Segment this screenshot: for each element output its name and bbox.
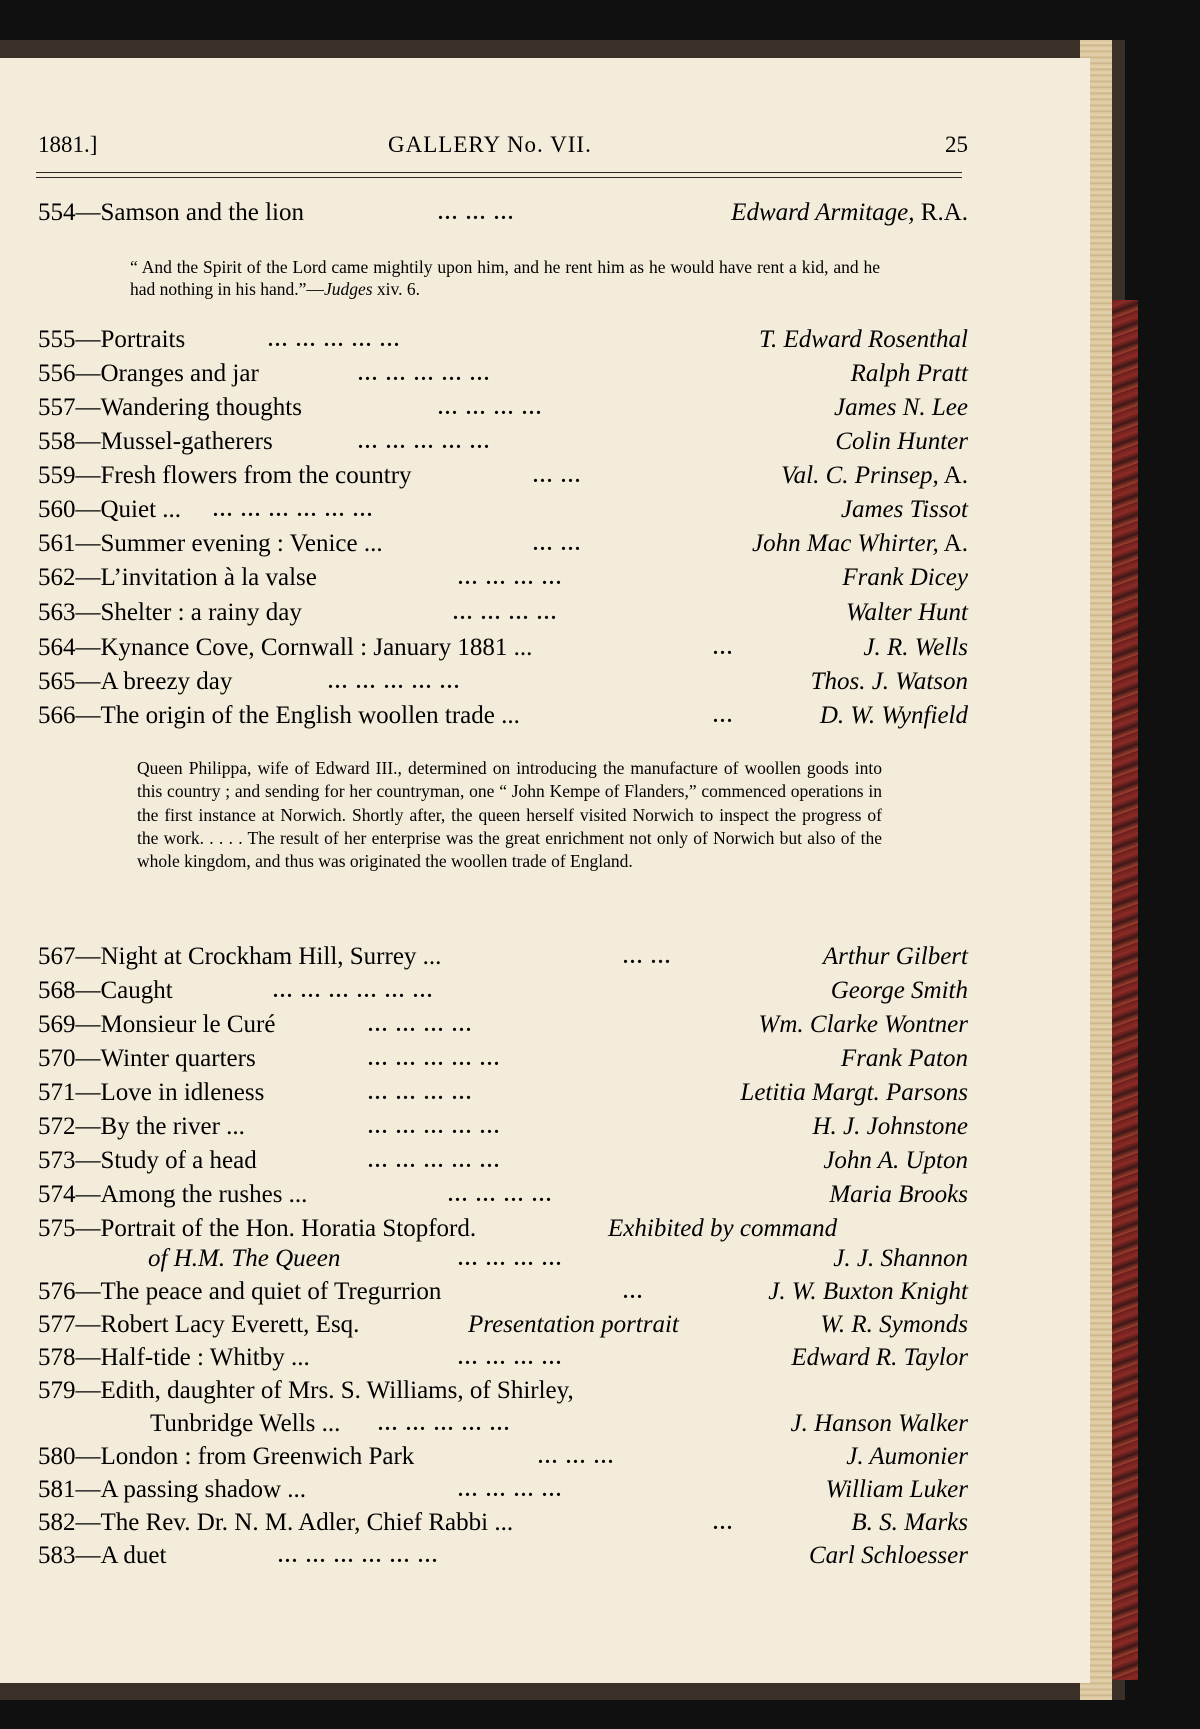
entry-artist: J. Hanson Walker (790, 1410, 968, 1437)
catalogue-entry (38, 941, 968, 973)
entry-number: 583 (38, 1542, 76, 1569)
entry-number: 566 (38, 702, 76, 729)
entry-artist: Walter Hunt (846, 599, 968, 626)
leader-dots: ... ... ... ... (458, 567, 563, 589)
entry-artist-wrap (731, 197, 968, 229)
catalogue-entry (38, 197, 968, 229)
entry-title: —A passing shadow ... (75, 1476, 307, 1503)
entry-number: 581 (38, 1476, 76, 1503)
entry-artist: J. J. Shannon (833, 1245, 968, 1272)
entry-number: 557 (38, 394, 76, 421)
entry-artist: Frank Dicey (842, 564, 968, 591)
catalogue-entry (38, 358, 968, 390)
entry-number: 577 (38, 1311, 76, 1338)
leader-dots: ... ... ... ... (458, 1347, 563, 1369)
entry-artist: James N. Lee (834, 394, 968, 421)
entry-number: 561 (38, 530, 76, 557)
entry-artist: Frank Paton (840, 1045, 968, 1072)
header-year: 1881.] (38, 132, 98, 157)
entry-number: 555 (38, 326, 76, 353)
leader-dots: ... ... (533, 533, 582, 555)
entry-quotation (130, 256, 880, 300)
entry-number: 554 (38, 199, 76, 226)
entry-title: —Study of a head (75, 1147, 257, 1174)
entry-artist: Carl Schloesser (808, 1542, 968, 1569)
entry-artist: Val. C. Prinsep, (781, 462, 939, 489)
entry-honour: A. (938, 462, 968, 489)
leader-dots: ... ... ... ... ... (358, 363, 491, 385)
entry-title: —Oranges and jar (75, 360, 259, 387)
entry-title-continued: Presentation portrait (468, 1311, 679, 1338)
entry-artist: Edward Armitage, (731, 199, 915, 226)
entry-title-continued: Exhibited by command (608, 1215, 838, 1242)
entry-artist: John Mac Whirter, (752, 530, 939, 557)
entry-artist-wrap (781, 460, 968, 492)
leader-dots: ... (623, 1281, 644, 1303)
catalogue-entry (38, 392, 968, 424)
entry-number: 556 (38, 360, 76, 387)
entry-artist-wrap (752, 528, 968, 560)
catalogue-entry (38, 1507, 968, 1539)
leader-dots: ... ... ... ... (453, 602, 558, 624)
entry-title: —The origin of the English woollen trade ... (75, 702, 520, 729)
header-rule-thin (36, 177, 962, 178)
entry-artist: Ralph Pratt (850, 360, 968, 387)
catalogue-entry (38, 426, 968, 458)
catalogue-entry (38, 1145, 968, 1177)
catalogue-entry-continuation (38, 1243, 968, 1275)
entry-title: —L’invitation à la valse (75, 564, 317, 591)
header-rule (36, 172, 962, 173)
entry-artist: Letitia Margt. Parsons (740, 1079, 968, 1106)
entry-honour: A. (938, 530, 968, 557)
entry-number: 571 (38, 1079, 76, 1106)
entry-number: 568 (38, 977, 76, 1004)
entry-number: 562 (38, 564, 76, 591)
catalogue-entry (38, 1111, 968, 1143)
entry-artist: J. W. Buxton Knight (768, 1278, 968, 1305)
entry-title: —Night at Crockham Hill, Surrey ... (75, 943, 442, 970)
leader-dots: ... ... ... (438, 202, 515, 224)
entry-artist: J. Aumonier (846, 1443, 968, 1470)
entry-number: 575 (38, 1215, 76, 1242)
entry-artist: Colin Hunter (835, 428, 968, 455)
entry-title: —Caught (75, 977, 173, 1004)
entry-note: Queen Philippa, wife of Edward III., determined on introducing the manufacture of woollen goods into this country ; and sending for her countryman, one “ John Kempe of Flanders,” commenced operations in the first instance at Norwich. Shortly after, the queen herself visited Norwich to inspect the progress of the work. . . . . The result of her enterprise was the great enrichment not only of Norwich but also of the whole kingdom, and thus was originated the woollen trade of England. (137, 758, 882, 872)
catalogue-entry-continuation (38, 1408, 968, 1440)
entry-number: 580 (38, 1443, 76, 1470)
entry-title: —A breezy day (75, 668, 233, 695)
catalogue-entry (38, 1276, 968, 1308)
entry-artist: D. W. Wynfield (819, 702, 968, 729)
entry-artist: George Smith (830, 977, 968, 1004)
entry-title: —Half-tide : Whitby ... (75, 1344, 310, 1371)
leader-dots: ... ... (623, 946, 672, 968)
entry-number: 564 (38, 634, 76, 661)
entry-number: 563 (38, 599, 76, 626)
entry-title: —Monsieur le Curé (75, 1011, 276, 1038)
entry-number: 573 (38, 1147, 76, 1174)
catalogue-entry (38, 1375, 968, 1407)
entry-number: 569 (38, 1011, 76, 1038)
leader-dots: ... ... (533, 465, 582, 487)
leader-dots: ... ... ... ... ... (378, 1413, 511, 1435)
page-number: 25 (945, 132, 968, 157)
entry-title: —Mussel-gatherers (75, 428, 273, 455)
leader-dots: ... ... ... ... ... ... (213, 499, 374, 521)
entry-title: —Robert Lacy Everett, Esq. (75, 1311, 360, 1338)
quotation-source: Judges (323, 279, 373, 299)
entry-artist: T. Edward Rosenthal (758, 326, 968, 353)
catalogue-entry (38, 1179, 968, 1211)
entry-artist: Maria Brooks (829, 1181, 968, 1208)
entry-title-continued: of H.M. The Queen (148, 1245, 341, 1272)
leader-dots: ... ... ... ... ... (358, 431, 491, 453)
entry-artist: Wm. Clarke Wontner (758, 1011, 968, 1038)
leader-dots: ... ... ... ... (458, 1479, 563, 1501)
catalogue-entry (38, 324, 968, 356)
entry-number: 565 (38, 668, 76, 695)
catalogue-entry (38, 1043, 968, 1075)
catalogue-entry (38, 632, 968, 664)
entry-artist: J. R. Wells (863, 634, 968, 661)
entry-title: —Summer evening : Venice ... (75, 530, 383, 557)
entry-title: —Shelter : a rainy day (75, 599, 302, 626)
entry-number: 572 (38, 1113, 76, 1140)
catalogue-entry (38, 460, 968, 492)
entry-title: —Samson and the lion (75, 199, 304, 226)
catalogue-entry (38, 666, 968, 698)
catalogue-entry (38, 1474, 968, 1506)
catalogue-entry (38, 1540, 968, 1572)
catalogue-entry (38, 597, 968, 629)
catalogue-entry (38, 975, 968, 1007)
entry-title: —Winter quarters (75, 1045, 256, 1072)
leader-dots: ... ... ... ... (438, 397, 543, 419)
entry-title: —Edith, daughter of Mrs. S. Williams, of Shirley, (75, 1377, 574, 1404)
entry-title: —London : from Greenwich Park (75, 1443, 415, 1470)
catalogue-entry (38, 528, 968, 560)
entry-artist: William Luker (825, 1476, 968, 1503)
entry-title: —A duet (75, 1542, 167, 1569)
running-header (38, 132, 968, 166)
catalogue-entry (38, 1309, 968, 1341)
entry-title: —Love in idleness (75, 1079, 265, 1106)
entry-number: 570 (38, 1045, 76, 1072)
leader-dots: ... (713, 1512, 734, 1534)
entry-honour: R.A. (914, 199, 968, 226)
leader-dots: ... ... ... ... (458, 1248, 563, 1270)
catalogue-entry (38, 700, 968, 732)
header-title: GALLERY No. VII. (388, 132, 592, 157)
entry-title: —Wandering thoughts (75, 394, 302, 421)
entry-number: 582 (38, 1509, 76, 1536)
leader-dots: ... (713, 705, 734, 727)
leader-dots: ... ... ... (538, 1446, 615, 1468)
catalogue-entry (38, 1009, 968, 1041)
entry-artist: Arthur Gilbert (822, 943, 968, 970)
leader-dots: ... ... ... ... ... ... (273, 980, 434, 1002)
entry-title: —Portrait of the Hon. Horatia Stopford. (75, 1215, 477, 1242)
entry-number: 576 (38, 1278, 76, 1305)
catalogue-entry (38, 1342, 968, 1374)
leader-dots: ... ... ... ... ... (368, 1116, 501, 1138)
leader-dots: ... ... ... ... ... (368, 1048, 501, 1070)
entry-artist: H. J. Johnstone (812, 1113, 968, 1140)
entry-artist: B. S. Marks (851, 1509, 968, 1536)
catalogue-entry (38, 562, 968, 594)
entry-title: —The Rev. Dr. N. M. Adler, Chief Rabbi ... (75, 1509, 514, 1536)
entry-title: —Quiet ... (75, 496, 182, 523)
quotation-text: “ And the Spirit of the Lord came mightily upon him, and he rent him as he would have rent a kid, and he had nothing in his hand.”— (130, 257, 880, 299)
quotation-reference: xiv. 6. (372, 279, 421, 299)
catalogue-entry (38, 494, 968, 526)
leader-dots: ... ... ... ... ... (268, 329, 401, 351)
entry-artist: Edward R. Taylor (791, 1344, 968, 1371)
entry-artist: John A. Upton (823, 1147, 968, 1174)
entry-number: 567 (38, 943, 76, 970)
leader-dots: ... ... ... ... ... (328, 671, 461, 693)
entry-title: —Among the rushes ... (75, 1181, 308, 1208)
leader-dots: ... (713, 637, 734, 659)
entry-number: 574 (38, 1181, 76, 1208)
leader-dots: ... ... ... ... (368, 1082, 473, 1104)
leader-dots: ... ... ... ... (368, 1014, 473, 1036)
entry-number: 560 (38, 496, 76, 523)
catalogue-entry (38, 1441, 968, 1473)
leader-dots: ... ... ... ... (448, 1184, 553, 1206)
entry-title: —Portraits (75, 326, 186, 353)
entry-artist: W. R. Symonds (820, 1311, 968, 1338)
entry-number: 579 (38, 1377, 76, 1404)
catalogue-entry (38, 1213, 968, 1245)
entry-artist: James Tissot (840, 496, 968, 523)
entry-title-continued: Tunbridge Wells ... (150, 1410, 341, 1437)
entry-number: 578 (38, 1344, 76, 1371)
leader-dots: ... ... ... ... ... (368, 1150, 501, 1172)
entry-artist: Thos. J. Watson (810, 668, 968, 695)
catalogue-entry (38, 1077, 968, 1109)
leader-dots: ... ... ... ... ... ... (278, 1545, 439, 1567)
entry-title: —The peace and quiet of Tregurrion (75, 1278, 442, 1305)
entry-number: 558 (38, 428, 76, 455)
entry-title: —By the river ... (75, 1113, 245, 1140)
entry-title: —Fresh flowers from the country (75, 462, 412, 489)
entry-title: —Kynance Cove, Cornwall : January 1881 ... (75, 634, 533, 661)
entry-number: 559 (38, 462, 76, 489)
marbled-binding (1112, 300, 1138, 1680)
